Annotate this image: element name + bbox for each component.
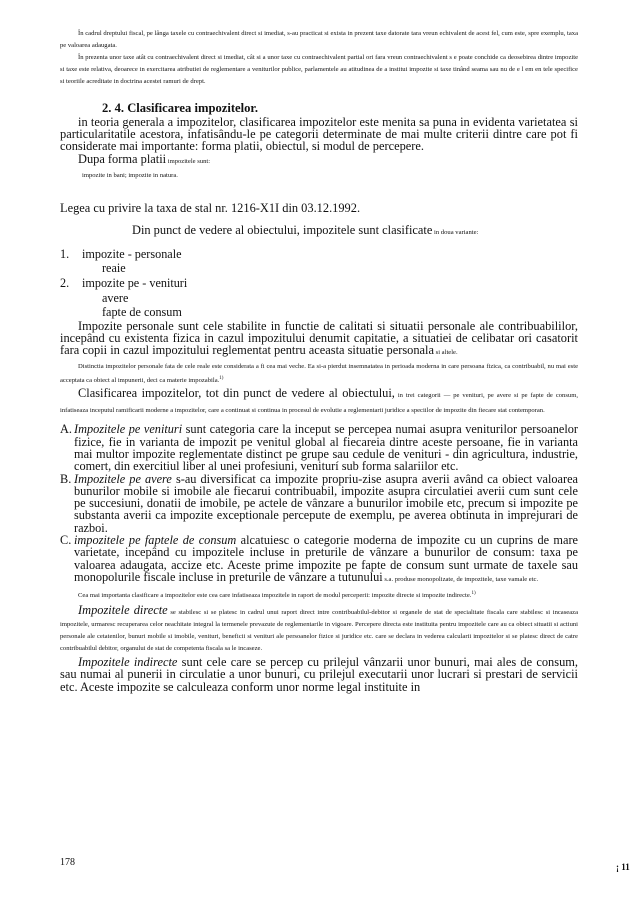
indirecte-paragraph <box>60 656 578 693</box>
distinctia-footnote: 1) <box>219 376 224 382</box>
lege-reference: Legea cu privire la taxa de stal nr. 1216-X1I din 03.12.1992. <box>60 200 361 215</box>
obiect-large: Din punct de vedere al obiectului, impozitele sunt clasificate <box>132 222 433 237</box>
distinctia-text: Distinctia impozitelor personale fata de cele reale este considerata a fi cea mai veche. Ea si-a pierdut insemnatatea in perioada moderna in care persoana fizica, ca contribuabil, nu mai este acceptata ca obiect al impunerii, deci ca materie impozabila. <box>60 363 578 385</box>
forma-platii-large: Dupa forma platii <box>78 151 167 166</box>
list-item-2-number: 2. <box>60 276 70 290</box>
cea-mai-text: Cea mai importanta clasificare a impozitelor este cea care infatiseaza impozitele in raport de modul perceperii: impozite directe si impozite indirecte. <box>78 592 472 600</box>
list-item-1-text: impozite - personale <box>82 246 182 261</box>
category-c-text: alcatuiesc o categorie moderna de impozite cu un cuprins de mare varietate, incepând cu impozitele incluse in preturile de vânzare a bunurilor de consum: taxa pe valoarea adaugata, accize etc. Aceste prime impozite pe fapte de consum sunt urmate de taxele sau monopolurile fiscale incluse in preturile de vânzare a tutunului <box>74 533 578 584</box>
obiect-small: in doua variante: <box>432 228 479 236</box>
category-c-body <box>74 534 578 586</box>
intro-paragraph-2: În prezenta unor taxe atât cu contraechivalent direct si imediat, cât si a unor taxe cu contraechivalent partial ori fara vreun contraechivalent s e poate conchide ca deosebirea dintre impozite si taxe este relativa, deoarece in exercitarea atributiei de reglementare a veniturilor publice, parlamentele au atitudinea de a institui impozite si taxe tinând seama sau nu de e l em en tele specifice si teoriile acreditate in doctrina acestei ramuri de drept. <box>60 54 578 85</box>
category-c-title: impozitele pe faptele de consum <box>74 533 237 548</box>
forma-platii-list: impozite in bani; impozite in natura. <box>82 171 178 179</box>
category-b-text: s-au diversificat ca impozite propriu-zise asupra averii având ca obiect valoarea bunurilor mobile si imobile ale fiecarui contribuabil, impozite asupra circulatiei averii cum sunt cele pe succesiuni, donatii de imobile, pe actele de vânzare a bunurilor imobile etc, precum si impozite pe substanta averii ca impozite exceptionale percepute de exemplu, pe averea obtinuta in imprejurari de razboi. <box>74 471 578 535</box>
forma-platii <box>60 153 578 168</box>
obiect-line <box>132 224 578 239</box>
category-a-body <box>74 423 578 472</box>
document-page <box>60 28 578 898</box>
list-item-2-sub-2: fapte de consum <box>102 305 182 320</box>
category-b-letter: B. <box>60 471 72 486</box>
category-c <box>60 534 578 586</box>
clasificarea-paragraph <box>60 387 578 417</box>
category-a-text: sunt categoria care la inceput se percepea numai asupra veniturilor persoanelor fizice, fie in varianta de impozit pe venitul global al fiecareia dintre aceste persoane, fie in varianta mai multor impozite reglementate distinct pe grupe sau cedule de venituri - din agricultura, industrie, comert, din exercitiul liber al unei profesiuni, veniturí sub forma salariilor etc. <box>74 422 578 474</box>
indirecte-text: sunt cele care se percep cu prilejul vânzarii unor bunuri, mai ales de consum, sau numai al punerii in circulatie a unor bunuri, cu prilejul executarii unor lucrari si prestari de servicii etc. Aceste impozite se calculeaza conform unor norme legal instituite in <box>60 655 578 694</box>
clasificarea-large: Clasificarea impozitelor, tot din punct de vedere al obiectului, <box>78 386 395 401</box>
category-a-title: Impozitele pe venituri <box>74 422 183 437</box>
forma-platii-small: impozitele sunt: <box>166 157 211 165</box>
cea-mai-footnote: 1) <box>471 590 476 596</box>
category-a-letter: A. <box>60 422 72 437</box>
category-a <box>60 423 578 472</box>
category-c-small: s.a. produse monopolizate, de impozitele, taxe vamale etc. <box>382 575 539 583</box>
personale-paragraph <box>60 320 578 359</box>
category-c-letter: C. <box>60 533 72 548</box>
list-item-1 <box>60 247 578 262</box>
list-item-2-sub-1: avere <box>102 290 129 305</box>
personale-large: Impozite personale sunt cele stabilite in functie de calitati si situatii personale ale contribuabililor, incepând cu existenta fizica in cazul impozitului denumit capitatie, a situatiei de celibatar ori casatorit fara copii in cazul impozitului reglementat pentru aceasta situatie personala <box>60 318 578 358</box>
indirecte-title: Impozitele indirecte <box>78 655 178 670</box>
directe-text: se stabilesc si se platesc in cadrul unui raport direct intre contribuabilul-debitor si organele de stat de specialitate fiscala care stabilesc si incaseaza impozitele, urmaresc recuperarea celor neachitate integral la termenele prevazute de reglementarile in vigoare. Percepere directa este instituita pentru impozitele care au ca obiect situatii si actiuni personale ale cetatenilor, bunuri mobile si imobile, venituri, beneficii si venituri ale persoanelor fizice si juridice etc. care se declara in vederea calcularii impozitelor si se platesc direct de catre contribuabilul debitor, organului de stat de competenta fiscala sa le incaseze. <box>60 609 579 653</box>
personale-small: si altele. <box>433 349 458 357</box>
directe-paragraph <box>60 604 578 655</box>
directe-title: Impozitele directe <box>78 603 168 618</box>
cea-mai-paragraph <box>60 588 578 602</box>
category-b-title: Impozitele pe avere <box>74 471 172 486</box>
list-item-1-number: 1. <box>60 246 70 261</box>
distinctia-paragraph <box>60 361 578 387</box>
list-item-1-sub-1: reaie <box>102 261 126 276</box>
list-item-2-text: impozite pe - venituri <box>82 276 188 290</box>
category-b-body <box>74 473 578 534</box>
page-mark: ¡ 11 <box>616 862 630 872</box>
page-number: 178 <box>60 857 75 868</box>
section-intro: in teoria generala a impozitelor, clasificarea impozitelor este menita sa puna in evidenta varietatea si particularitatile acestora, infatisându-le pe categorii determinate de mai multe criterii dintre care pot fi considerate mai importante: forma platii, obiectul, si modul de percepere. <box>60 115 578 154</box>
intro-paragraph-1: În cadrul dreptului fiscal, pe lânga taxele cu contraechivalent direct si imediat, s-au practicat si exista in prezent taxe datorate tara vreun echivalent de acest fel, cum este, spre exemplu, taxa pe valoarea adaugata. <box>60 30 578 49</box>
list-item-2 <box>60 276 578 291</box>
section-heading: 2. 4. Clasificarea impozitelor. <box>102 101 258 115</box>
clasificarea-small: in trei categorii — pe venituri, pe avere si pe fapte de consum, infatiseaza inceputul ramificarii moderne a impozitelor, care a continuat si continua in procesul de evolutie a reglementarii juridice a speciilor de impozite din fiecare stat contemporan. <box>60 392 578 415</box>
category-b <box>60 473 578 534</box>
